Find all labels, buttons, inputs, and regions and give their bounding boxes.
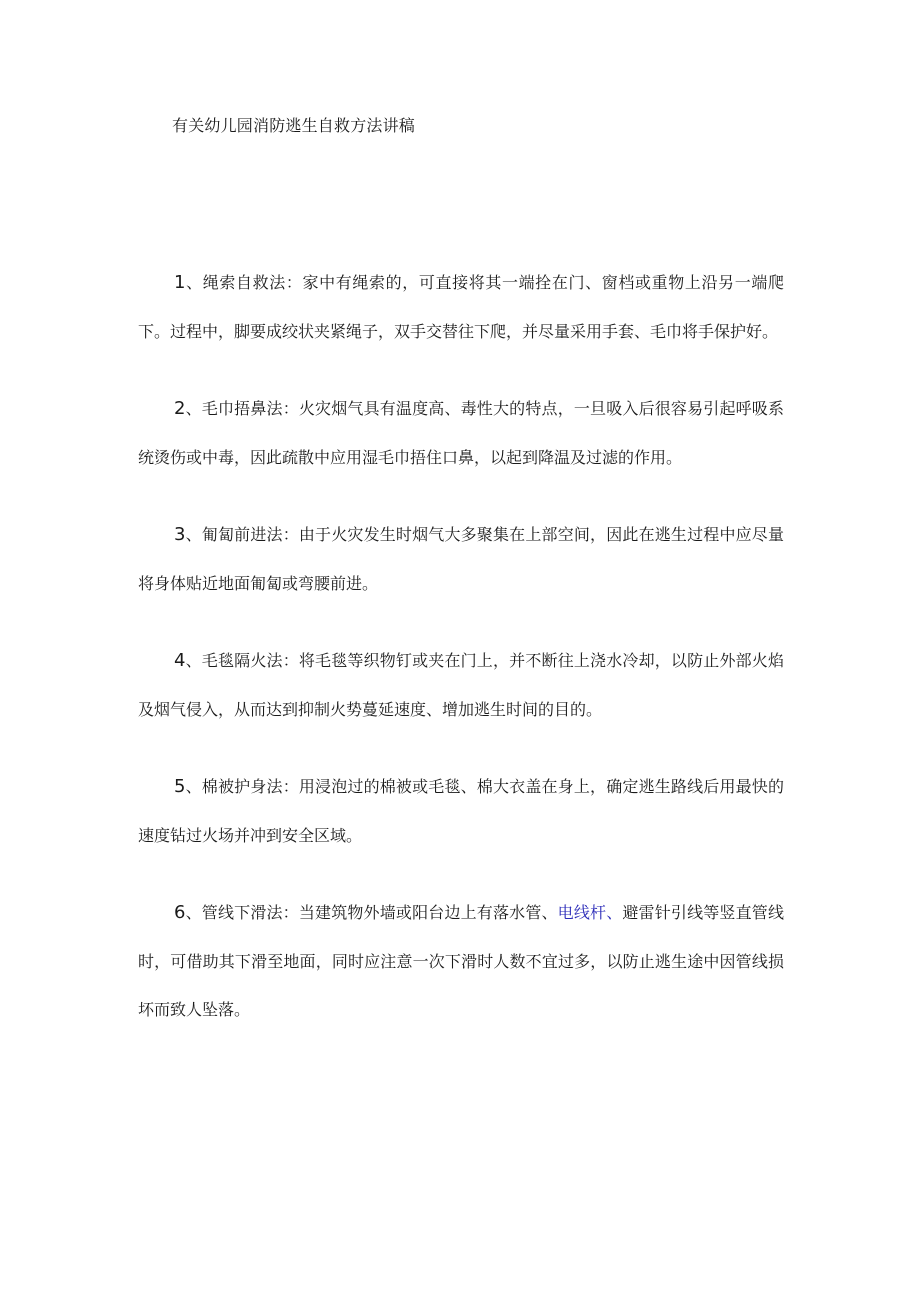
paragraph-number: 4 (174, 650, 186, 671)
paragraph-6 (138, 889, 784, 1035)
document-body (138, 259, 784, 1064)
paragraph-number: 2 (174, 398, 186, 419)
paragraph-text: 、棉被护身法：用浸泡过的棉被或毛毯、棉大衣盖在身上，确定逃生路线后用最快的速度钻过火场并冲到安全区域。 (138, 777, 784, 845)
paragraph-number: 1 (174, 272, 186, 293)
paragraph-number: 3 (174, 524, 186, 545)
paragraph-text: 、毛毯隔火法：将毛毯等织物钉或夹在门上，并不断往上浇水冷却，以防止外部火焰及烟气侵入，从而达到抑制火势蔓延速度、增加逃生时间的目的。 (138, 651, 784, 719)
paragraph-4 (138, 637, 784, 734)
hyperlink-text[interactable]: 电线杆、 (557, 903, 623, 922)
paragraph-2 (138, 385, 784, 482)
paragraph-3 (138, 511, 784, 608)
paragraph-5 (138, 763, 784, 860)
paragraph-number: 5 (174, 776, 186, 797)
paragraph-text: 、绳索自救法：家中有绳索的，可直接将其一端拴在门、窗档或重物上沿另一端爬下。过程中，脚要成绞状夹紧绳子，双手交替往下爬，并尽量采用手套、毛巾将手保护好。 (138, 273, 784, 341)
paragraph-1 (138, 259, 784, 356)
paragraph-text: 、管线下滑法：当建筑物外墙或阳台边上有落水管、 (185, 903, 558, 922)
paragraph-text: 、匍匐前进法：由于火灾发生时烟气大多聚集在上部空间，因此在逃生过程中应尽量将身体贴近地面匍匐或弯腰前进。 (138, 525, 784, 593)
document-title: 有关幼儿园消防逃生自救方法讲稿 (172, 116, 416, 135)
paragraph-text: 避雷针引线等竖直管线时，可借助其下滑至地面，同时应注意一次下滑时人数不宜过多，以防止逃生途中因管线损坏而致人坠落。 (138, 903, 784, 1019)
paragraph-number: 6 (174, 902, 186, 923)
paragraph-text: 、毛巾捂鼻法：火灾烟气具有温度高、毒性大的特点，一旦吸入后很容易引起呼吸系统烫伤或中毒，因此疏散中应用湿毛巾捂住口鼻，以起到降温及过滤的作用。 (138, 399, 784, 467)
